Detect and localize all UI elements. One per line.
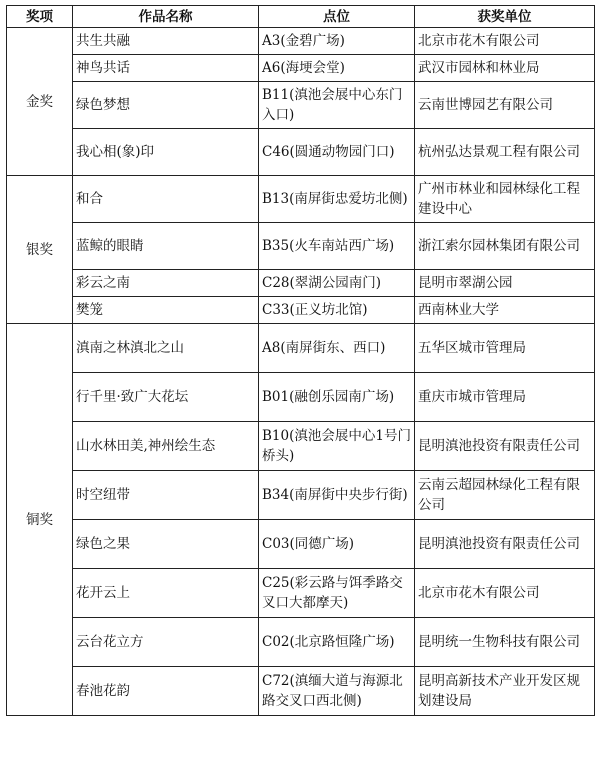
table-row: [7, 28, 595, 55]
location: C72(滇缅大道与海源北路交叉口西北侧): [259, 667, 415, 716]
work-name: 绿色之果: [73, 520, 259, 569]
location: B10(滇池会展中心1号门桥头): [259, 422, 415, 471]
winner: 云南云超园林绿化工程有限公司: [415, 471, 595, 520]
work-name: 春池花韵: [73, 667, 259, 716]
table-row: [7, 520, 595, 569]
header-location: 点位: [259, 6, 415, 28]
winner: 昆明滇池投资有限责任公司: [415, 422, 595, 471]
location: B01(融创乐园南广场): [259, 373, 415, 422]
work-name: 我心相(象)印: [73, 129, 259, 176]
winner: 昆明统一生物科技有限公司: [415, 618, 595, 667]
table-row: [7, 324, 595, 373]
table-row: [7, 471, 595, 520]
location: C02(北京路恒隆广场): [259, 618, 415, 667]
winner: 五华区城市管理局: [415, 324, 595, 373]
work-name: 蓝鲸的眼睛: [73, 223, 259, 270]
header-row: [7, 6, 595, 28]
winner: 昆明滇池投资有限责任公司: [415, 520, 595, 569]
work-name: 花开云上: [73, 569, 259, 618]
work-name: 樊笼: [73, 297, 259, 324]
work-name: 滇南之林滇北之山: [73, 324, 259, 373]
work-name: 云台花立方: [73, 618, 259, 667]
winner: 北京市花木有限公司: [415, 569, 595, 618]
location: B34(南屏街中央步行街): [259, 471, 415, 520]
table-row: [7, 82, 595, 129]
location: B13(南屏街忠爱坊北侧): [259, 176, 415, 223]
table-row: [7, 129, 595, 176]
table-row: [7, 270, 595, 297]
winner: 重庆市城市管理局: [415, 373, 595, 422]
location: C46(圆通动物园门口): [259, 129, 415, 176]
table-row: [7, 223, 595, 270]
location: B35(火车南站西广场): [259, 223, 415, 270]
work-name: 绿色梦想: [73, 82, 259, 129]
work-name: 行千里·致广大花坛: [73, 373, 259, 422]
table-row: [7, 422, 595, 471]
work-name: 时空纽带: [73, 471, 259, 520]
table-row: [7, 55, 595, 82]
header-winner: 获奖单位: [415, 6, 595, 28]
award-category-gold: 金奖: [7, 28, 73, 176]
winner: 西南林业大学: [415, 297, 595, 324]
location: C33(正义坊北馆): [259, 297, 415, 324]
table-row: [7, 373, 595, 422]
work-name: 神鸟共话: [73, 55, 259, 82]
winner: 昆明高新技术产业开发区规划建设局: [415, 667, 595, 716]
work-name: 彩云之南: [73, 270, 259, 297]
location: C03(同德广场): [259, 520, 415, 569]
location: A8(南屏街东、西口): [259, 324, 415, 373]
winner: 广州市林业和园林绿化工程建设中心: [415, 176, 595, 223]
table-row: [7, 297, 595, 324]
header-award: 奖项: [7, 6, 73, 28]
work-name: 山水林田美,神州绘生态: [73, 422, 259, 471]
winner: 浙江索尔园林集团有限公司: [415, 223, 595, 270]
table-row: [7, 667, 595, 716]
winner: 北京市花木有限公司: [415, 28, 595, 55]
table-row: [7, 618, 595, 667]
work-name: 和合: [73, 176, 259, 223]
award-category-silver: 银奖: [7, 176, 73, 324]
table-row: [7, 569, 595, 618]
winner: 昆明市翠湖公园: [415, 270, 595, 297]
location: A6(海埂会堂): [259, 55, 415, 82]
header-work: 作品名称: [73, 6, 259, 28]
work-name: 共生共融: [73, 28, 259, 55]
winner: 杭州弘达景观工程有限公司: [415, 129, 595, 176]
award-category-bronze: 铜奖: [7, 324, 73, 716]
winner: 武汉市园林和林业局: [415, 55, 595, 82]
location: C25(彩云路与饵季路交叉口大都摩天): [259, 569, 415, 618]
awards-table: [6, 5, 595, 716]
location: A3(金碧广场): [259, 28, 415, 55]
location: B11(滇池会展中心东门入口): [259, 82, 415, 129]
table-row: [7, 176, 595, 223]
location: C28(翠湖公园南门): [259, 270, 415, 297]
winner: 云南世博园艺有限公司: [415, 82, 595, 129]
